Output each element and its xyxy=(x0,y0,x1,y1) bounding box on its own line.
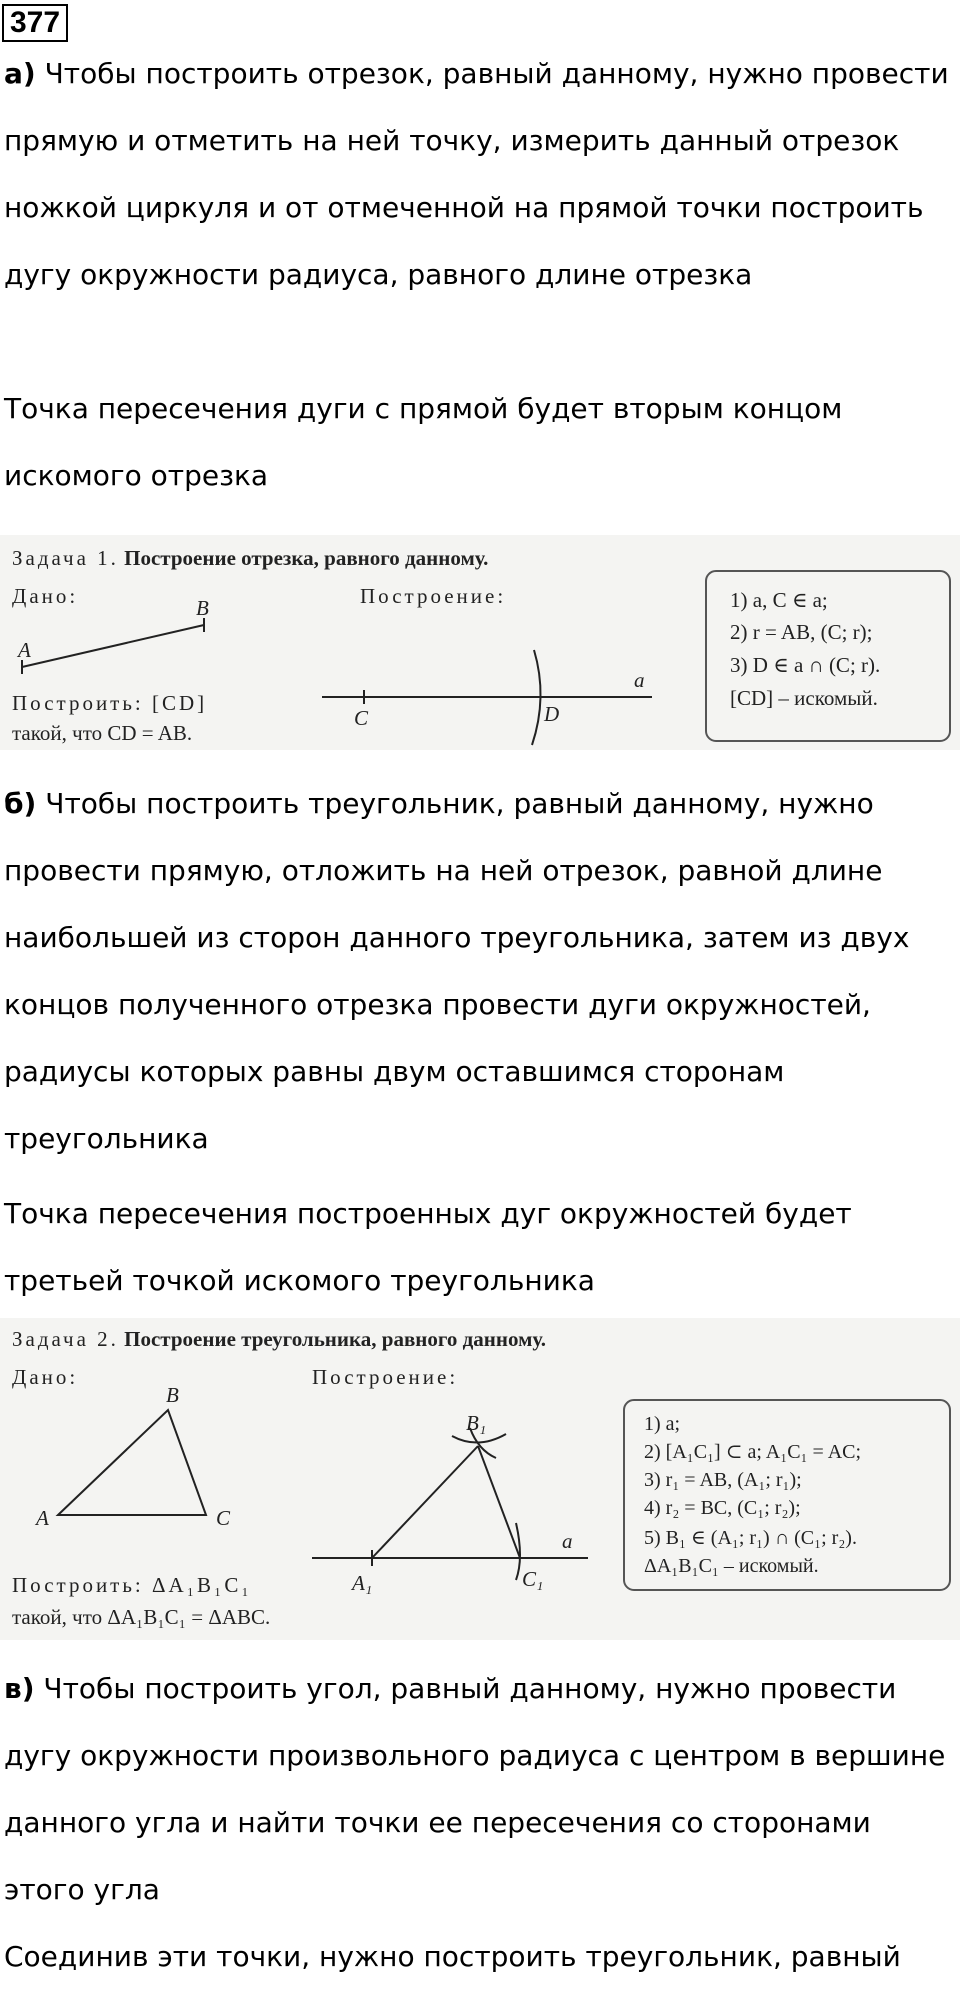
figure-1-step-2: 2) r = AB, (C; r); xyxy=(730,620,873,644)
figure-2-diagram xyxy=(0,1318,960,1640)
figure-1-step-3: 3) D ∈ a ∩ (C; r). xyxy=(730,653,881,677)
section-b-paragraph xyxy=(4,770,956,1172)
arc-b1-1 xyxy=(452,1434,506,1443)
figure-2 xyxy=(0,1318,960,1640)
point-b-label: B xyxy=(196,596,209,620)
point-a-label: A xyxy=(18,638,31,662)
figure-1-title-prefix: Задача 1. xyxy=(12,546,119,570)
svg-text:Задача 1. Построение отрезка, xyxy=(12,546,488,570)
point-d-label: D xyxy=(544,702,560,726)
figure-2-construction-label: Построение: xyxy=(312,1365,459,1389)
figure-2-title-prefix: Задача 2. xyxy=(12,1327,119,1351)
figure-2-title: Построение треугольника, равного данному. xyxy=(124,1327,547,1351)
point-c-label-2: C xyxy=(216,1506,231,1530)
figure-1-build-line1: Построить: [CD] xyxy=(12,691,208,715)
line-a-label-2: a xyxy=(562,1529,573,1553)
figure-2-given-label: Дано: xyxy=(12,1365,79,1389)
section-c-continuation: Соединив эти точки, нужно построить треугольник, равный xyxy=(4,1940,901,1973)
point-c1-label: C₁ xyxy=(522,1567,544,1591)
figure-1-build-line2: такой, что CD = AB. xyxy=(12,721,193,745)
problem-number: 377 xyxy=(2,4,68,42)
section-c-text: Чтобы построить угол, равный данному, нужно провести дугу окружности произвольного радиуса с центром в вершине данного угла и найти точки ее пересечения со сторонами этого угла xyxy=(4,1672,946,1906)
figure-2-step-5: 5) B₁ ∈ (A₁; r₁) ∩ (C₁; r₂). xyxy=(644,1527,857,1549)
figure-2-step-1: 1) a; xyxy=(644,1413,681,1435)
point-b-label-2: B xyxy=(166,1383,179,1407)
figure-1-title: Построение отрезка, равного данному. xyxy=(124,546,489,570)
point-c-label: C xyxy=(354,706,369,730)
figure-1-given-label: Дано: xyxy=(12,584,79,608)
section-a-paragraph xyxy=(4,40,956,308)
figure-2-build-line1: Построить: ΔA₁B₁C₁ xyxy=(12,1573,252,1597)
point-a1-label: A₁ xyxy=(352,1571,373,1595)
point-a-label-2: A xyxy=(36,1506,49,1530)
line-a-label: a xyxy=(634,668,645,692)
side-a1b1 xyxy=(372,1446,478,1558)
figure-2-step-6: ΔA₁B₁C₁ – искомый. xyxy=(644,1555,819,1577)
svg-text:Задача 2. Построение треугольн xyxy=(12,1327,546,1351)
figure-1-step-4: [CD] – искомый. xyxy=(730,686,878,710)
section-c-label: в) xyxy=(4,1672,35,1705)
side-b1c1 xyxy=(478,1446,520,1558)
figure-1 xyxy=(0,535,960,750)
figure-2-step-4: 4) r₂ = BC, (C₁; r₂); xyxy=(644,1497,801,1519)
section-b-text: Чтобы построить треугольник, равный данному, нужно провести прямую, отложить на ней отрезок, равной длине наибольшей из сторон данного треугольника, затем из двух концов полученного отрезка провести дуги окружностей, радиусы которых равны двум оставшимся сторонам треугольника xyxy=(4,787,910,1155)
section-a-text: Чтобы построить отрезок, равный данному, нужно провести прямую и отметить на ней точку, измерить данный отрезок ножкой циркуля и от отмеченной на прямой точки построить дугу окружности радиуса, равного длине отрезка xyxy=(4,57,949,291)
point-b1-label: B₁ xyxy=(466,1411,487,1435)
figure-1-diagram xyxy=(0,535,960,750)
triangle-abc xyxy=(58,1410,206,1515)
figure-1-step-1: 1) a, C ∈ a; xyxy=(730,588,828,612)
section-b-label: б) xyxy=(4,787,37,820)
figure-2-step-3: 3) r₁ = AB, (A₁; r₁); xyxy=(644,1469,802,1491)
section-a-conclusion: Точка пересечения дуги с прямой будет вторым концом искомого отрезка xyxy=(4,392,843,492)
segment-ab xyxy=(22,625,204,667)
figure-2-build-line2: такой, что ΔA₁B₁C₁ = ΔABC. xyxy=(12,1605,271,1629)
section-a-label: а) xyxy=(4,57,36,90)
section-c-paragraph xyxy=(4,1655,956,1923)
section-b-conclusion: Точка пересечения построенных дуг окружностей будет третьей точкой искомого треугольника xyxy=(4,1197,852,1297)
figure-1-construction-label: Построение: xyxy=(360,584,507,608)
figure-2-step-2: 2) [A₁C₁] ⊂ a; A₁C₁ = AC; xyxy=(644,1441,862,1463)
